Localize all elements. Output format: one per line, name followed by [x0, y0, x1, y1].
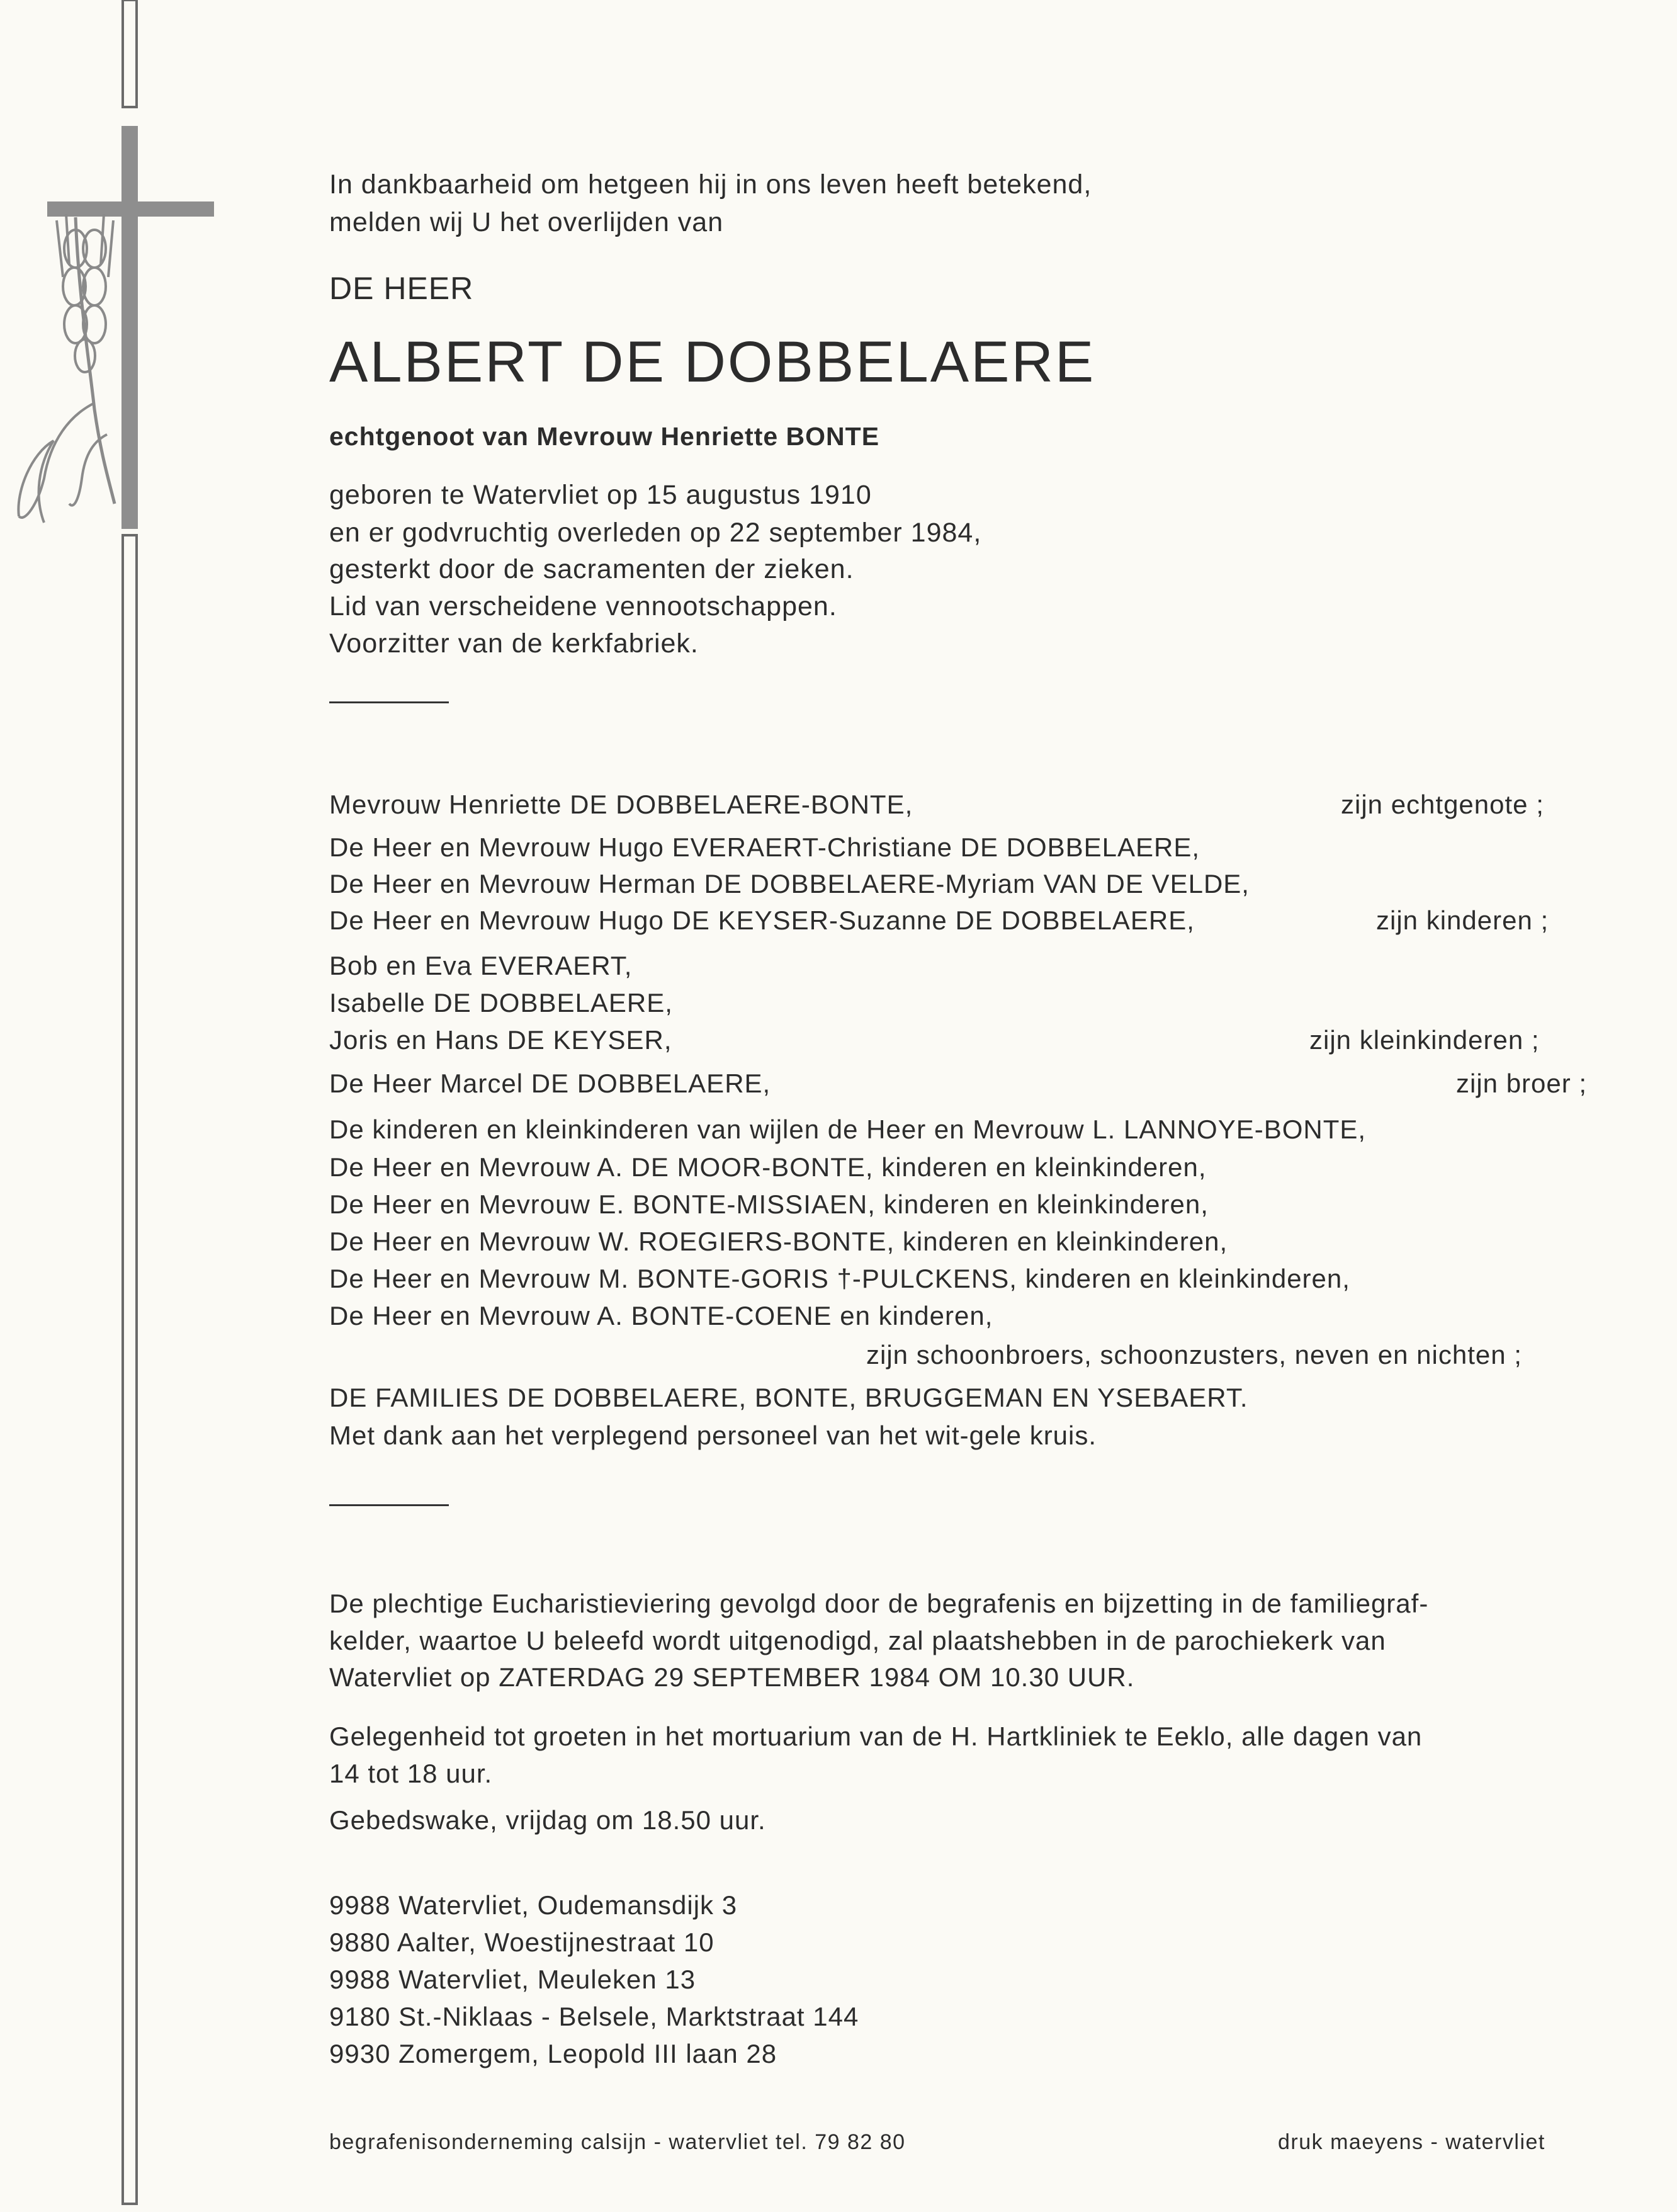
in-laws-relation: zijn schoonbroers, schoonzusters, neven en nichten ;: [866, 1340, 1522, 1370]
spouse-line: echtgenoot van Mevrouw Henriette BONTE: [329, 422, 880, 451]
detail-line: en er godvruchtig overleden op 22 september 1984,: [329, 518, 982, 548]
family-line: De Heer en Mevrouw A. BONTE-COENE en kinderen,: [329, 1301, 993, 1330]
detail-line: geboren te Watervliet op 15 augustus 1910: [329, 480, 872, 510]
title-prefix: DE HEER: [329, 271, 474, 306]
cross-wheat-icon: [0, 0, 252, 2212]
family-line: De Heer en Mevrouw Herman DE DOBBELAERE-Myriam VAN DE VELDE,: [329, 869, 1250, 899]
divider: [329, 701, 449, 703]
address-line: 9180 St.-Niklaas - Belsele, Marktstraat 144: [329, 2002, 859, 2031]
family-line: Bob en Eva EVERAERT,: [329, 951, 633, 980]
address-line: 9988 Watervliet, Oudemansdijk 3: [329, 1890, 738, 1920]
detail-line: gesterkt door de sacramenten der zieken.: [329, 554, 854, 584]
family-relation: zijn broer ;: [1456, 1069, 1588, 1098]
ceremony-line: De plechtige Eucharistieviering gevolgd door de begrafenis en bijzetting in de familiegraf-: [329, 1589, 1429, 1618]
ceremony-line: kelder, waartoe U beleefd wordt uitgenodigd, zal plaatshebben in de parochiekerk van: [329, 1626, 1386, 1655]
family-relation: zijn kinderen ;: [1376, 905, 1549, 935]
deceased-name: ALBERT DE DOBBELAERE: [329, 330, 1096, 394]
family-line: De Heer en Mevrouw A. DE MOOR-BONTE, kinderen en kleinkinderen,: [329, 1152, 1207, 1182]
vigil-line: Gebedswake, vrijdag om 18.50 uur.: [329, 1805, 766, 1835]
family-line: De kinderen en kleinkinderen van wijlen de Heer en Mevrouw L. LANNOYE-BONTE,: [329, 1115, 1367, 1144]
thanks-line: Met dank aan het verplegend personeel van het wit-gele kruis.: [329, 1421, 1097, 1450]
address-line: 9930 Zomergem, Leopold III laan 28: [329, 2039, 777, 2068]
ceremony-line: Watervliet op ZATERDAG 29 SEPTEMBER 1984 OM 10.30 UUR.: [329, 1662, 1135, 1692]
family-line: De Heer en Mevrouw M. BONTE-GORIS †-PULCKENS, kinderen en kleinkinderen,: [329, 1264, 1350, 1293]
family-line: Joris en Hans DE KEYSER,: [329, 1025, 672, 1055]
family-line: De Heer en Mevrouw W. ROEGIERS-BONTE, kinderen en kleinkinderen,: [329, 1227, 1228, 1256]
divider: [329, 1504, 449, 1506]
visitation-line: Gelegenheid tot groeten in het mortuarium van de H. Hartkliniek te Eeklo, alle dagen van: [329, 1721, 1423, 1751]
address-line: 9988 Watervliet, Meuleken 13: [329, 1965, 696, 1994]
address-line: 9880 Aalter, Woestijnestraat 10: [329, 1927, 714, 1957]
detail-line: Voorzitter van de kerkfabriek.: [329, 628, 699, 659]
family-line: De Heer en Mevrouw Hugo DE KEYSER-Suzanne DE DOBBELAERE,: [329, 905, 1195, 935]
footer-printer: druk maeyens - watervliet: [1278, 2130, 1545, 2154]
intro-line: melden wij U het overlijden van: [329, 207, 724, 237]
family-line: De Heer en Mevrouw Hugo EVERAERT-Christiane DE DOBBELAERE,: [329, 832, 1200, 862]
family-line: Isabelle DE DOBBELAERE,: [329, 988, 673, 1018]
visitation-line: 14 tot 18 uur.: [329, 1759, 493, 1788]
family-line: De Heer en Mevrouw E. BONTE-MISSIAEN, kinderen en kleinkinderen,: [329, 1189, 1209, 1219]
families-line: DE FAMILIES DE DOBBELAERE, BONTE, BRUGGEMAN EN YSEBAERT.: [329, 1383, 1248, 1412]
footer-undertaker: begrafenisonderneming calsijn - watervliet tel. 79 82 80: [329, 2130, 906, 2154]
family-relation: zijn kleinkinderen ;: [1309, 1025, 1540, 1055]
family-line: De Heer Marcel DE DOBBELAERE,: [329, 1069, 771, 1098]
family-line: Mevrouw Henriette DE DOBBELAERE-BONTE,: [329, 790, 913, 819]
detail-line: Lid van verscheidene vennootschappen.: [329, 591, 837, 621]
intro-line: In dankbaarheid om hetgeen hij in ons leven heeft betekend,: [329, 169, 1092, 200]
family-relation: zijn echtgenote ;: [1341, 790, 1544, 819]
